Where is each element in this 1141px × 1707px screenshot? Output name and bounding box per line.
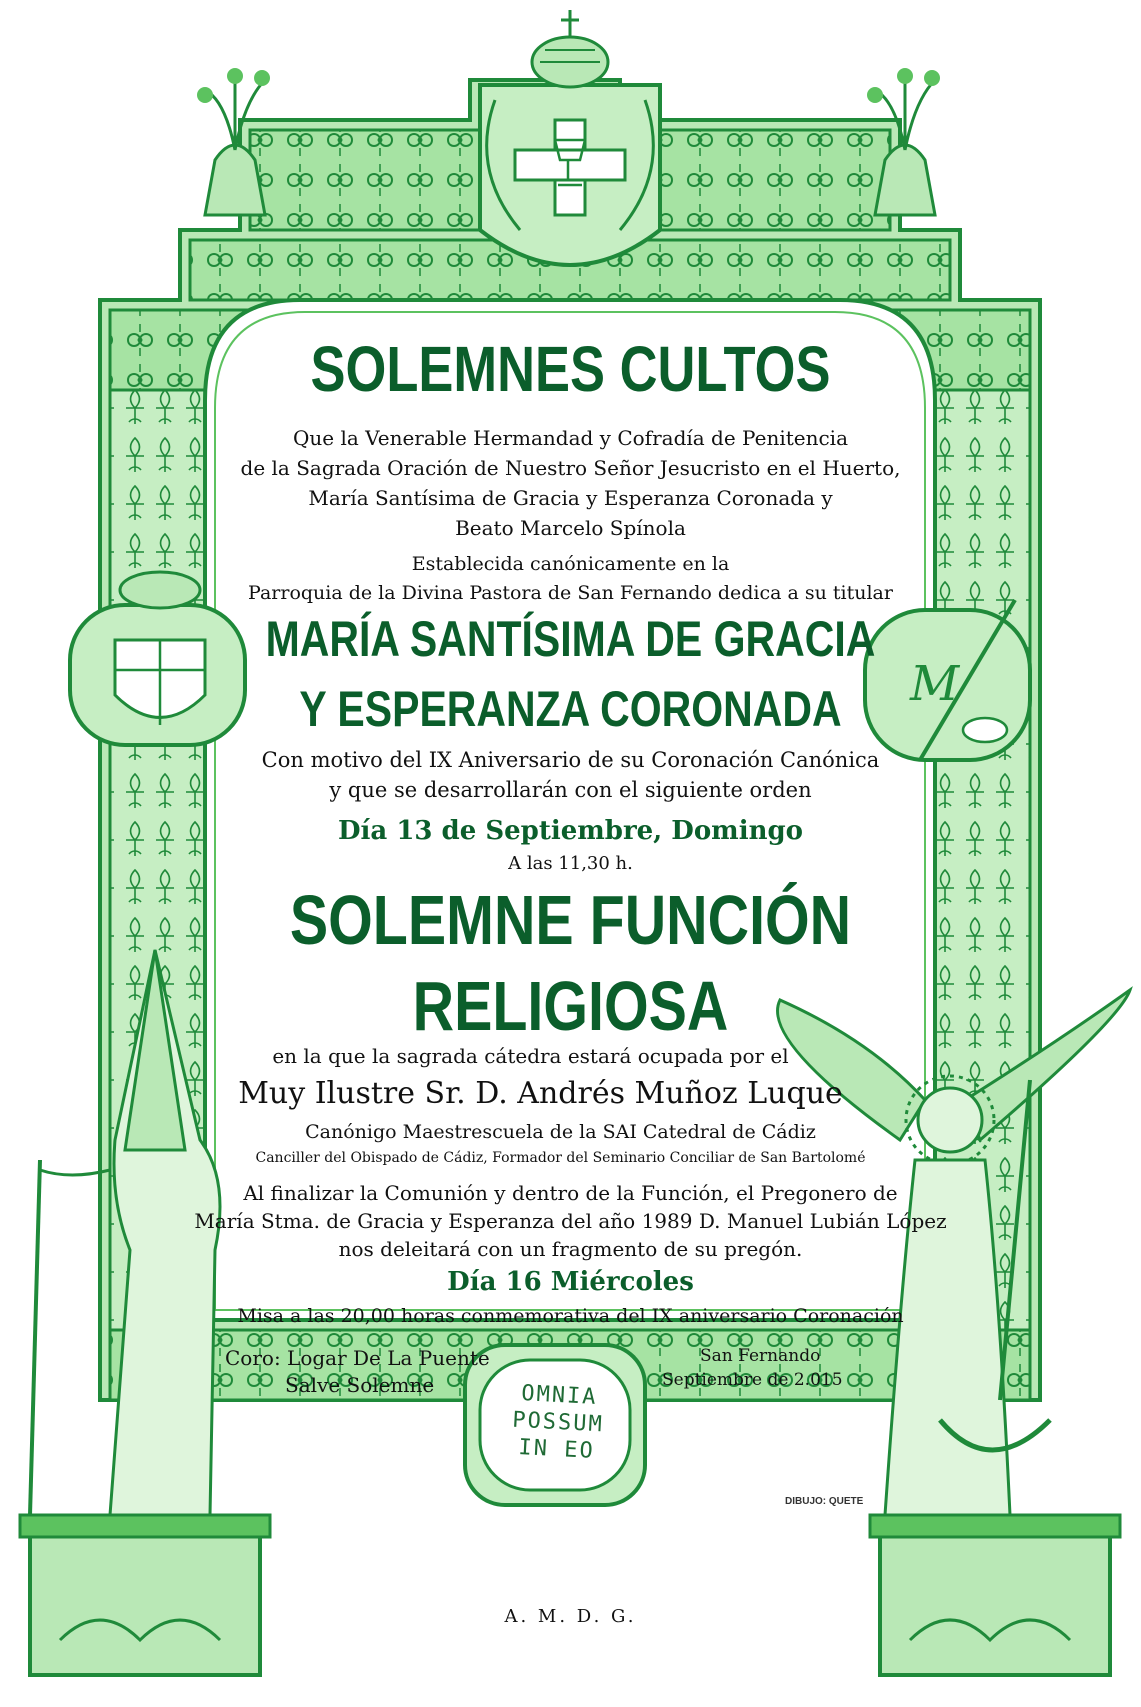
- intro-line: Beato Marcelo Spínola: [455, 516, 686, 540]
- preacher-intro: en la que la sagrada cátedra estará ocupada por el: [272, 1044, 789, 1068]
- motive-line: y que se desarrollarán con el siguiente orden: [329, 778, 812, 802]
- established-line: Establecida canónicamente en la: [411, 553, 730, 575]
- pregon-line: nos deleitará con un fragmento de su pregón.: [338, 1237, 803, 1261]
- choir-line: Coro: Logar De La Puente: [225, 1346, 490, 1370]
- preacher-role: Canónigo Maestrescuela de la SAI Catedral de Cádiz: [305, 1121, 816, 1143]
- artist-signature: DIBUJO: QUETE: [785, 1496, 864, 1507]
- function-line: RELIGIOSA: [412, 967, 729, 1045]
- motto-line: OMNIA: [520, 1381, 599, 1411]
- crest-top: [480, 10, 660, 265]
- pregon-line: María Stma. de Gracia y Esperanza del año 1989 D. Manuel Lubián López: [194, 1209, 947, 1233]
- pregon-line: Al finalizar la Comunión y dentro de la Función, el Pregonero de: [243, 1181, 898, 1205]
- motto-line: IN EO: [517, 1434, 596, 1464]
- page-title: SOLEMNES CULTOS: [310, 333, 831, 405]
- preacher-name: Muy Ilustre Sr. D. Andrés Muñoz Luque: [238, 1076, 843, 1111]
- intro-line: de la Sagrada Oración de Nuestro Señor Jesucristo en el Huerto,: [240, 456, 901, 480]
- intro-line: Que la Venerable Hermandad y Cofradía de Penitencia: [293, 426, 848, 450]
- day1-time: A las 11,30 h.: [508, 853, 633, 874]
- day2-text: Misa a las 20,00 horas conmemorativa del IX aniversario Coronación: [237, 1305, 904, 1327]
- established-line: Parroquia de la Divina Pastora de San Fernando dedica a su titular: [248, 582, 893, 604]
- day1-heading: Día 13 de Septiembre, Domingo: [338, 816, 803, 846]
- motto-line: POSSUM: [511, 1407, 605, 1438]
- preacher-role: Canciller del Obispado de Cádiz, Formador del Seminario Conciliar de San Bartolomé: [255, 1150, 866, 1166]
- titular-line: MARÍA SANTÍSIMA DE GRACIA: [265, 611, 876, 667]
- svg-text:M: M: [910, 656, 960, 712]
- motto-text: [486, 1378, 630, 1466]
- day2-heading: Día 16 Miércoles: [447, 1267, 694, 1297]
- motive-line: Con motivo del IX Aniversario de su Coronación Canónica: [261, 748, 880, 772]
- date-line: Septiembre de 2.015: [662, 1370, 843, 1390]
- function-line: SOLEMNE FUNCIÓN: [289, 881, 852, 959]
- place-line: San Fernando: [700, 1346, 821, 1366]
- titular-line: Y ESPERANZA CORONADA: [299, 681, 842, 737]
- choir-line: Salve Solemne: [285, 1373, 435, 1397]
- footer-amdg: A. M. D. G.: [504, 1606, 637, 1627]
- intro-line: María Santísima de Gracia y Esperanza Coronada y: [308, 486, 833, 510]
